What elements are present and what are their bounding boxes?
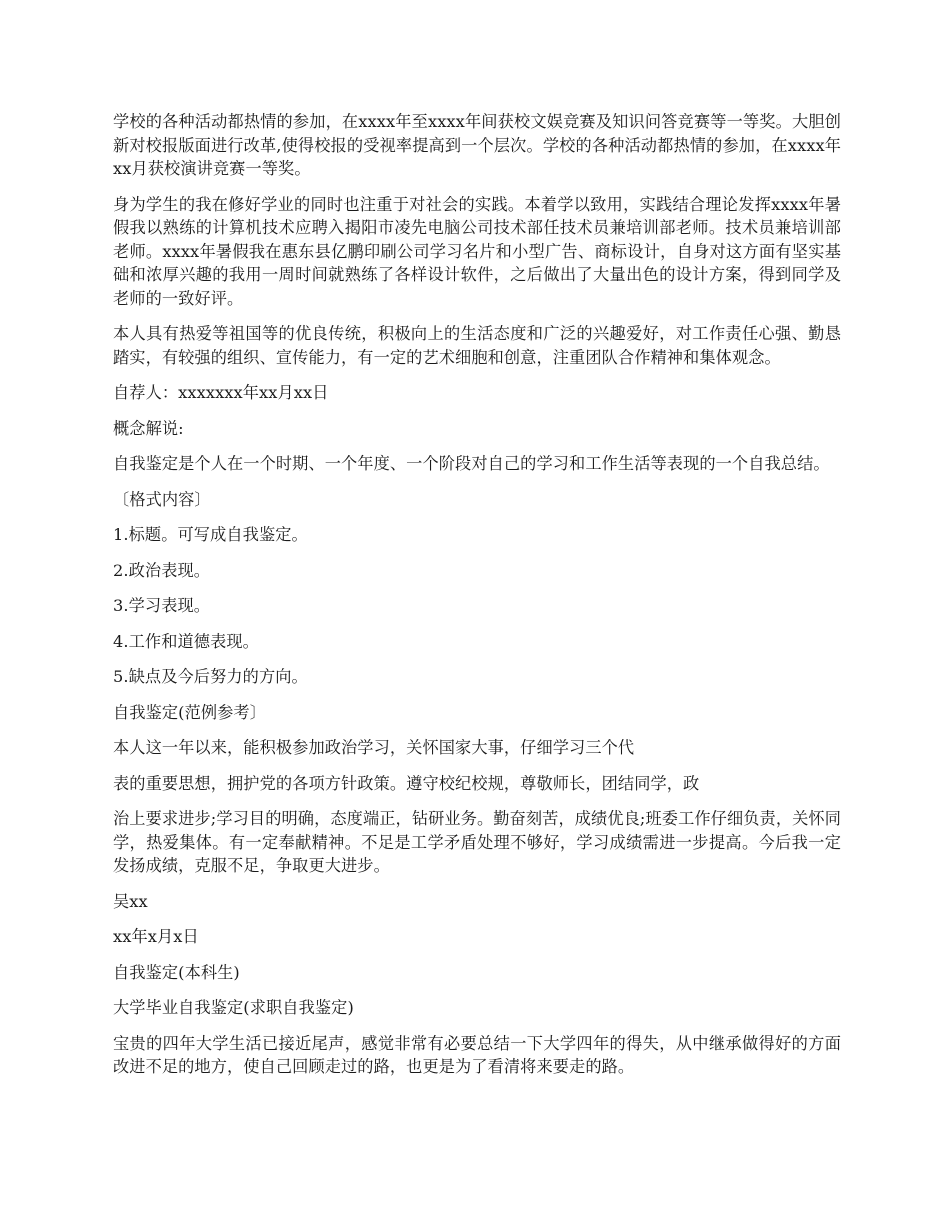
document-body	[113, 110, 841, 1091]
paragraph-practice: 身为学生的我在修好学业的同时也注重于对社会的实践。本着学以致用，实践结合理论发挥xxxx年暑假我以熟练的计算机技术应聘入揭阳市凌先电脑公司技术部任技术员兼培训部老师。技术员兼培训部老师。xxxx年暑假我在惠东县亿鹏印刷公司学习名片和小型广告、商标设计，自身对这方面有坚实基础和浓厚兴趣的我用一周时间就熟练了各样设计软件，之后做出了大量出色的设计方案，得到同学及老师的一致好评。	[113, 194, 841, 308]
signature-date: 自荐人：xxxxxxx年xx月xx日	[113, 383, 329, 402]
example-signature: 吴xx	[113, 891, 148, 911]
paragraph-definition: 自我鉴定是个人在一个时期、一个年度、一个阶段对自己的学习和工作生活等表现的一个自我总结。	[113, 454, 830, 473]
heading-undergraduate: 自我鉴定(本科生)	[113, 962, 240, 982]
example-date: xx年x月x日	[113, 927, 199, 946]
example-line-1: 本人这一年以来，能积极参加政治学习，关怀国家大事，仔细学习三个代	[113, 738, 635, 757]
heading-example: 自我鉴定(范例参考〕	[113, 702, 267, 722]
example-line-2: 表的重要思想，拥护党的各项方针政策。遵守校纪校规，尊敬师长，团结同学，政	[113, 773, 700, 793]
list-item-shortcomings: 5.缺点及今后努力的方向。	[113, 667, 308, 686]
paragraph-activities: 学校的各种活动都热情的参加，在xxxx年至xxxx年间获校文娱竞赛及知识问答竞赛等一等奖。大胆创新对校报版面进行改革,使得校报的受视率提高到一个层次。学校的各种活动都热情的参加，在xxxx年xx月获校演讲竞赛一等奖。	[113, 112, 841, 178]
heading-concept: 概念解说:	[113, 418, 184, 438]
paragraph-graduation: 宝贵的四年大学生活已接近尾声，感觉非常有必要总结一下大学四年的得失，从中继承做得好的方面改进不足的地方，使自己回顾走过的路，也更是为了看清将来要走的路。	[113, 1033, 841, 1076]
list-item-politics: 2.政治表现。	[113, 560, 211, 580]
list-item-title: 1.标题。可写成自我鉴定。	[113, 525, 308, 544]
example-paragraph: 治上要求进步;学习目的明确，态度端正，钻研业务。勤奋刻苦，成绩优良;班委工作仔细负责，关怀同学，热爱集体。有一定奉献精神。不足是工学矛盾处理不够好，学习成绩需进一步提高。今后我一定发扬成绩，克服不足，争取更大进步。	[113, 809, 841, 875]
list-item-work: 4.工作和道德表现。	[113, 631, 259, 651]
heading-format: 〔格式内容〕	[113, 489, 211, 509]
list-item-study: 3.学习表现。	[113, 596, 211, 615]
heading-graduation: 大学毕业自我鉴定(求职自我鉴定)	[113, 998, 354, 1017]
paragraph-character: 本人具有热爱等祖国等的优良传统，积极向上的生活态度和广泛的兴趣爱好，对工作责任心强、勤恳踏实，有较强的组织、宣传能力，有一定的艺术细胞和创意，注重团队合作精神和集体观念。	[113, 324, 841, 367]
